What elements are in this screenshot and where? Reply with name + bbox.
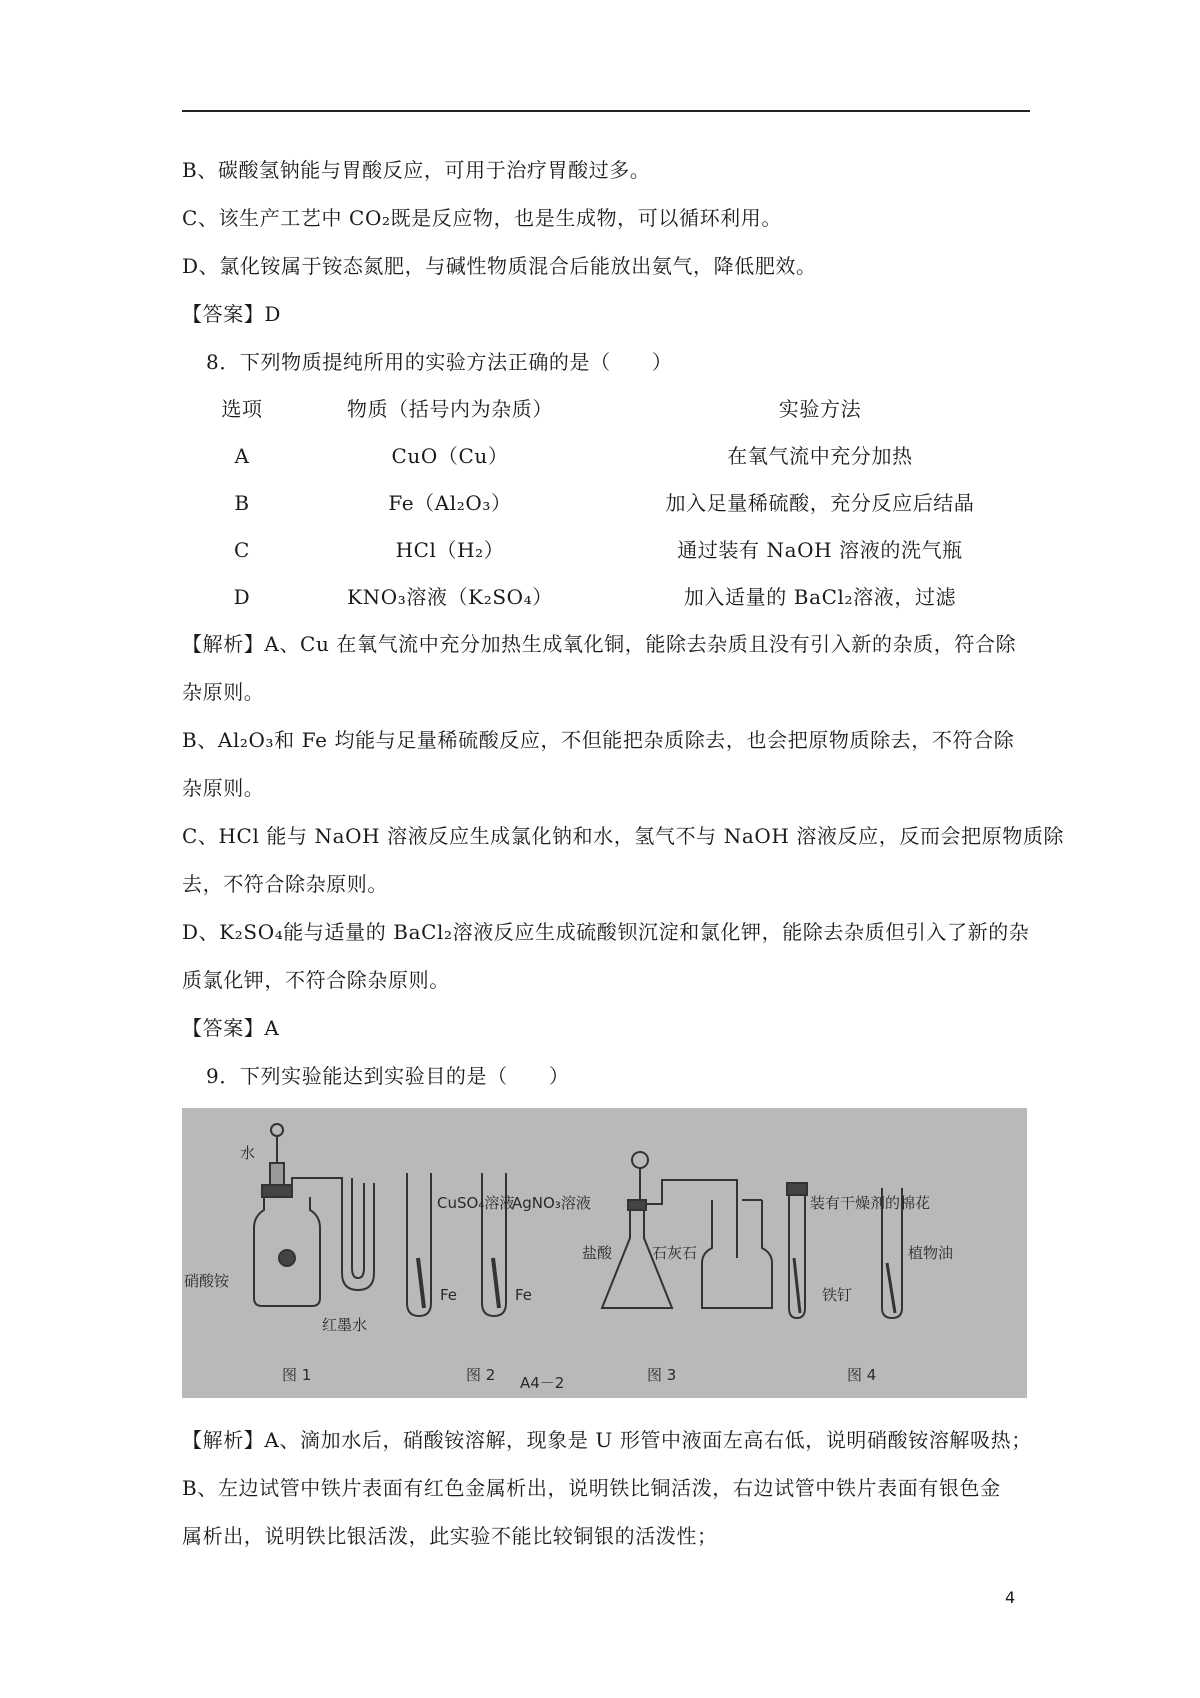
table-cell: 在氧气流中充分加热 <box>727 444 913 468</box>
analysis-line: D、K₂SO₄能与适量的 BaCl₂溶液反应生成硫酸钡沉淀和氯化钾，能除去杂质但引入了新的杂 <box>182 920 1030 944</box>
analysis-line: B、Al₂O₃和 Fe 均能与足量稀硫酸反应，不但能把杂质除去，也会把原物质除去，不符合除 <box>182 728 1015 752</box>
table-cell: KNO₃溶液（K₂SO₄） <box>347 585 553 609</box>
answer-8: 【答案】A <box>182 1016 280 1040</box>
table-cell: HCl（H₂） <box>395 538 505 562</box>
option-c: C、该生产工艺中 CO₂既是反应物，也是生成物，可以循环利用。 <box>182 206 782 230</box>
answer-7: 【答案】D <box>182 302 282 326</box>
option-d: D、氯化铵属于铵态氮肥，与碱性物质混合后能放出氨气，降低肥效。 <box>182 254 817 278</box>
label-ammonium-nitrate: 硝酸铵 <box>184 1272 230 1290</box>
analysis-line: 属析出，说明铁比银活泼，此实验不能比较铜银的活泼性； <box>182 1524 718 1548</box>
table-cell: Fe（Al₂O₃） <box>388 491 512 515</box>
table-cell: D <box>233 585 251 609</box>
analysis-line: 去，不符合除杂原则。 <box>182 872 388 896</box>
experiment-figure <box>182 1108 1027 1398</box>
analysis-line: 杂原则。 <box>182 776 265 800</box>
caption-fig1: 图 1 <box>282 1366 312 1384</box>
caption-fig2: 图 2 <box>466 1366 496 1384</box>
analysis-line: C、HCl 能与 NaOH 溶液反应生成氯化钠和水，氢气不与 NaOH 溶液反应，反而会把原物质除 <box>182 824 1065 848</box>
label-iron-nail: 铁钉 <box>822 1286 853 1304</box>
analysis-line: 【解析】A、滴加水后，硝酸铵溶解，现象是 U 形管中液面左高右低，说明硝酸铵溶解吸热； <box>182 1428 1032 1452</box>
analysis-line: B、左边试管中铁片表面有红色金属析出，说明铁比铜活泼，右边试管中铁片表面有银色金 <box>182 1476 1001 1500</box>
label-cuso4: CuSO₄溶液 <box>437 1194 515 1212</box>
analysis-line: 质氯化钾，不符合除杂原则。 <box>182 968 450 992</box>
label-limestone: 石灰石 <box>652 1244 698 1262</box>
figure-code: A4－2 <box>520 1374 565 1392</box>
table-cell: B <box>234 491 250 515</box>
question-8: 8．下列物质提纯所用的实验方法正确的是（ ） <box>206 350 673 374</box>
question-9: 9．下列实验能达到实验目的是（ ） <box>206 1064 570 1088</box>
table-cell: 加入适量的 BaCl₂溶液，过滤 <box>683 585 957 609</box>
label-fe-2: Fe <box>515 1286 533 1304</box>
table-header-substance: 物质（括号内为杂质） <box>347 397 553 421</box>
table-cell: 加入足量稀硫酸，充分反应后结晶 <box>665 491 975 515</box>
label-red-ink: 红墨水 <box>322 1316 368 1334</box>
analysis-line: 【解析】A、Cu 在氧气流中充分加热生成氧化铜，能除去杂质且没有引入新的杂质，符合除 <box>182 632 1017 656</box>
option-b: B、碳酸氢钠能与胃酸反应，可用于治疗胃酸过多。 <box>182 158 651 182</box>
label-water: 水 <box>240 1144 256 1162</box>
label-fe-1: Fe <box>440 1286 458 1304</box>
table-header-method: 实验方法 <box>778 397 862 421</box>
label-cotton-desiccant: 装有干燥剂的棉花 <box>810 1194 931 1212</box>
header-rule <box>182 110 1030 112</box>
analysis-line: 杂原则。 <box>182 680 265 704</box>
label-hydrochloric-acid: 盐酸 <box>582 1244 613 1262</box>
caption-fig3: 图 3 <box>647 1366 677 1384</box>
caption-fig4: 图 4 <box>847 1366 877 1384</box>
table-cell: CuO（Cu） <box>391 444 509 468</box>
table-cell: A <box>234 444 250 468</box>
table-cell: C <box>234 538 250 562</box>
label-vegetable-oil: 植物油 <box>908 1244 954 1262</box>
label-agno3: AgNO₃溶液 <box>512 1194 591 1212</box>
table-header-option: 选项 <box>221 397 263 421</box>
page-number: 4 <box>1005 1588 1016 1607</box>
table-cell: 通过装有 NaOH 溶液的洗气瓶 <box>677 538 963 562</box>
